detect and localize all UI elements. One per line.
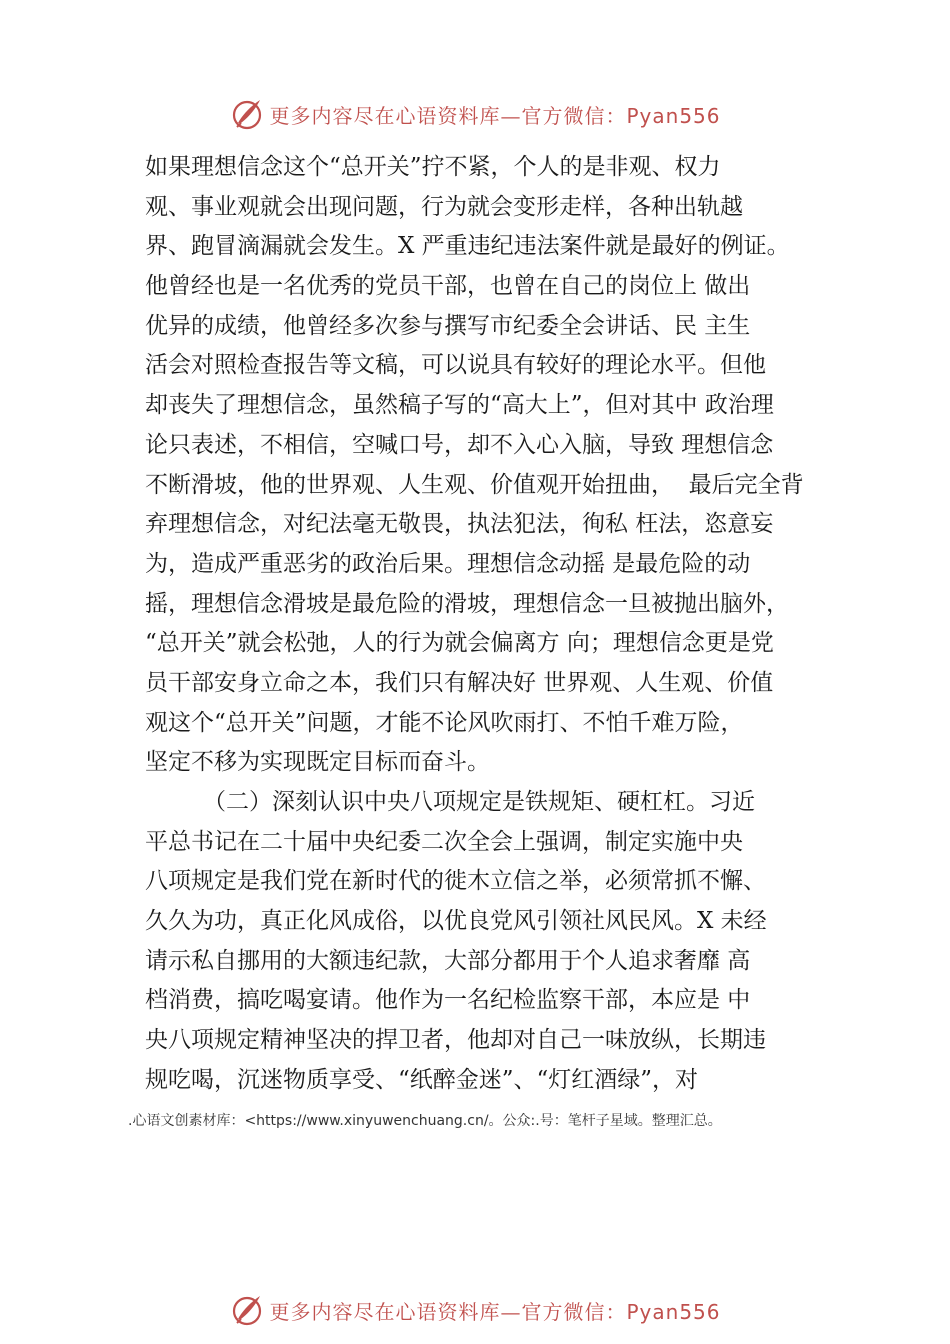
body-line: 坚定不移为实现既定目标而奋斗。 — [145, 749, 490, 776]
body-line: “总开关”就会松弛，人的行为就会偏离方 向；理想信念更是党 — [145, 630, 774, 657]
body-line: 平总书记在二十届中央纪委二次全会上强调，制定实施中央 — [145, 828, 743, 855]
body-line: 他曾经也是一名优秀的党员干部，也曾在自己的岗位上 做出 — [145, 273, 751, 300]
watermark-text: 更多内容尽在心语资料库—官方微信：Pyan556 — [269, 103, 721, 128]
body-line: 八项规定是我们党在新时代的徙木立信之举，必须常抓不懈、 — [145, 868, 766, 895]
body-line: 规吃喝，沉迷物质享受、“纸醉金迷”、“灯红酒绿”，对 — [145, 1066, 699, 1093]
body-line: 却丧失了理想信念，虽然稿子写的“高大上”，但对其中 政治理 — [145, 392, 774, 419]
body-line: 为，造成严重恶劣的政治后果。理想信念动摇 是最危险的动 — [145, 550, 751, 577]
source-footnote: .心语文创素材库：<https://www.xinyuwenchuang.cn/。公众:.号：笔杆子星域。整理汇总。 — [128, 1113, 722, 1129]
document-body — [145, 148, 845, 1101]
section-heading-line: （二）深刻认识中央八项规定是铁规矩、硬杠杠。习近 — [203, 789, 755, 815]
body-line: 久久为功，真正化风成俗，以优良党风引领社风民风。X 未经 — [145, 908, 767, 935]
body-line: 央八项规定精神坚决的捍卫者，他却对自己一味放纵，长期违 — [145, 1027, 766, 1054]
body-line: 观、事业观就会出现问题，行为就会变形走样，各种出轨越 — [145, 193, 743, 220]
body-line: 如果理想信念这个“总开关”拧不紧，个人的是非观、权力 — [145, 154, 721, 180]
watermark-text: 更多内容尽在心语资料库—官方微信：Pyan556 — [269, 1299, 721, 1324]
body-line: 请示私自挪用的大额违纪款，大部分都用于个人追求奢靡 高 — [145, 947, 751, 974]
body-line: 论只表述，不相信，空喊口号，却不入心入脑，导致 理想信念 — [145, 431, 774, 458]
watermark-footer — [0, 1290, 950, 1330]
quill-seal-icon — [229, 96, 265, 132]
body-line: 不断滑坡，他的世界观、人生观、价值观开始扭曲， 最后完全背 — [145, 471, 804, 498]
quill-seal-icon — [229, 1292, 265, 1328]
body-line: 优异的成绩，他曾经多次参与撰写市纪委全会讲话、民 主生 — [145, 312, 751, 339]
body-line: 员干部安身立命之本，我们只有解决好 世界观、人生观、价值 — [145, 669, 774, 696]
body-line: 界、跑冒滴漏就会发生。X 严重违纪违法案件就是最好的例证。 — [145, 233, 790, 260]
body-line: 档消费，搞吃喝宴请。他作为一名纪检监察干部，本应是 中 — [145, 987, 751, 1014]
watermark-header — [0, 94, 950, 134]
body-line: 弃理想信念，对纪法毫无敬畏，执法犯法，徇私 枉法，恣意妄 — [145, 511, 774, 538]
body-line: 观这个“总开关”问题，才能不论风吹雨打、不怕千难万险， — [145, 709, 744, 736]
body-line: 活会对照检查报告等文稿，可以说具有较好的理论水平。但他 — [145, 352, 766, 379]
body-line: 摇，理想信念滑坡是最危险的滑坡，理想信念一旦被抛出脑外， — [145, 590, 789, 617]
